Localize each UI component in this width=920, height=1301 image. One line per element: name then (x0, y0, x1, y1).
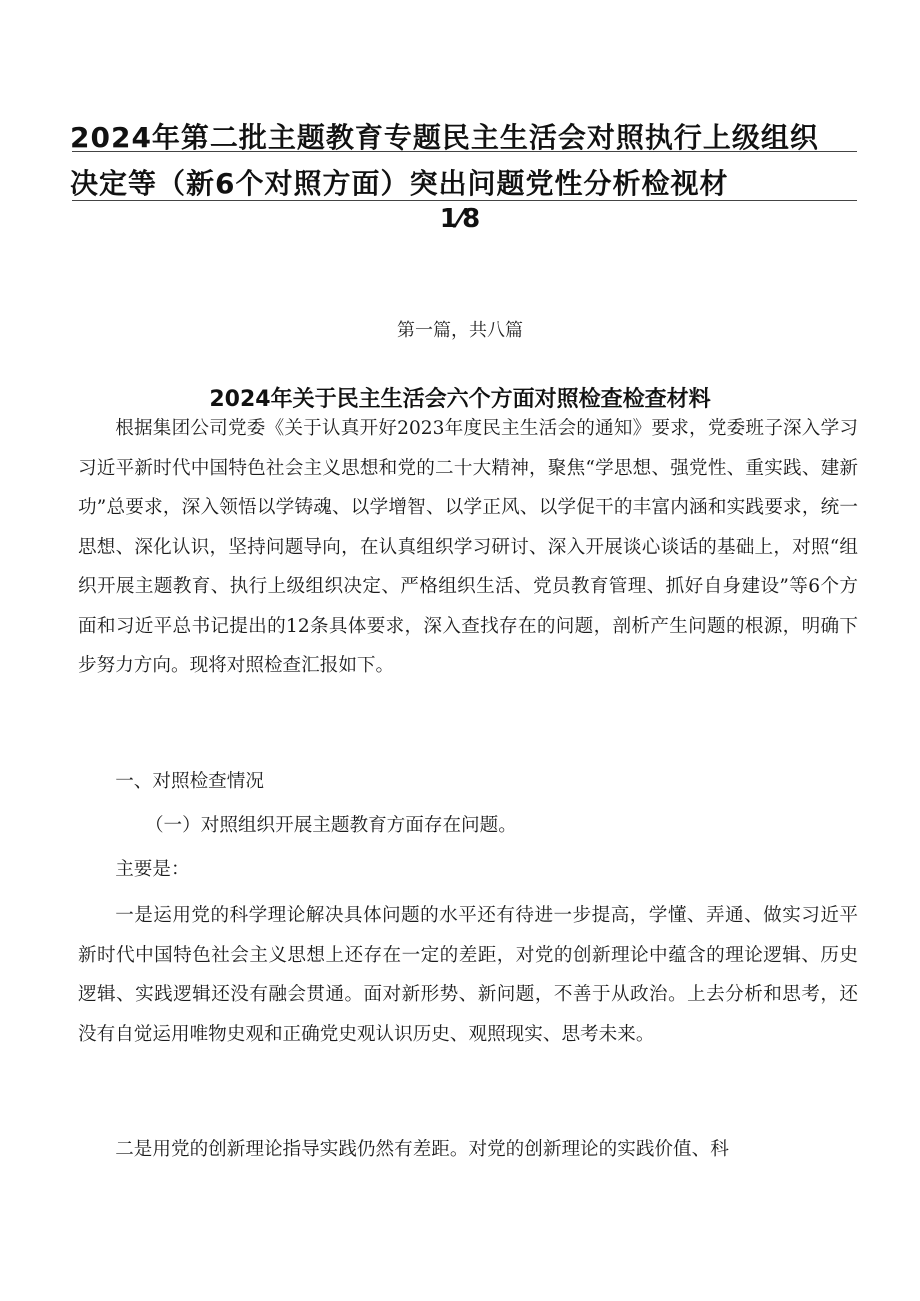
part-label: 第一篇，共八篇 (397, 320, 523, 341)
document-title-line-2: 决定等（新6个对照方面）突出问题党性分析检视材 (70, 167, 729, 200)
main-points-label: 主要是： (115, 859, 190, 880)
intro-paragraph: 根据集团公司党委《关于认真开好2023年度民主生活会的通知》要求，党委班子深入学习习近平新时代中国特色社会主义思想和党的二十大精神，聚焦“学思想、强党性、重实践、建新功”总要求，深入领悟以学铸魂、以学增智、以学正风、以学促干的丰富内涵和实践要求，统一思想、深化认识，坚持问题导向，在认真组织学习研讨、深入开展谈心谈话的基础上，对照“组织开展主题教育、执行上级组织决定、严格组织生活、党员教育管理、抓好自身建设”等6个方面和习近平总书记提出的12条具体要求，深入查找存在的问题，剖析产生问题的根源，明确下步努力方向。现将对照检查汇报如下。 (78, 418, 858, 676)
document-title-line-1: 2024年第二批主题教育专题民主生活会对照执行上级组织 (70, 121, 819, 154)
point-one-paragraph: 一是运用党的科学理论解决具体问题的水平还有待进一步提高，学懂、弄通、做实习近平新时代中国特色社会主义思想上还存在一定的差距，对党的创新理论中蕴含的理论逻辑、历史逻辑、实践逻辑还没有融会贯通。面对新形势、新问题，不善于从政治。上去分析和思考，还没有自觉运用唯物史观和正确党史观认识历史、观照现实、思考未来。 (78, 905, 858, 1045)
section-1-heading: 一、对照检查情况 (115, 771, 264, 792)
title-underline (72, 151, 857, 152)
subsection-1-heading: （一）对照组织开展主题教育方面存在问题。 (144, 815, 517, 836)
title-underline (72, 200, 857, 201)
section-heading: 2024年关于民主生活会六个方面对照检查检查材料 (209, 387, 711, 413)
page-counter: 1⁄8 (439, 204, 481, 234)
point-two-paragraph: 二是用党的创新理论指导实践仍然有差距。对党的创新理论的实践价值、科 (115, 1139, 729, 1160)
